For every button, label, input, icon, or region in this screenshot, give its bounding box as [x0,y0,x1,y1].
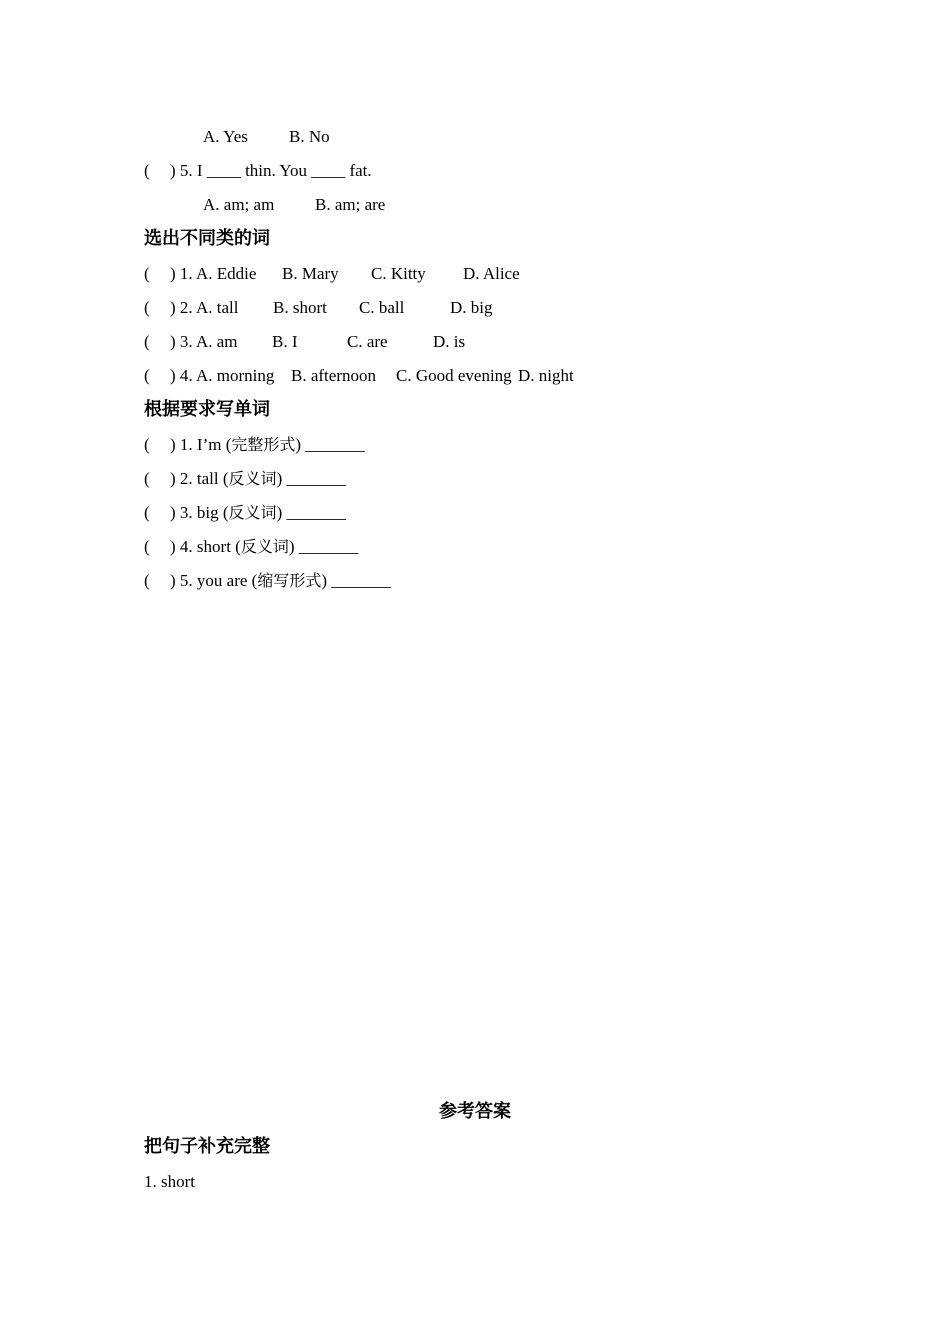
answer-paren: ( [144,503,150,522]
item-text [170,503,346,523]
option-b: B. short [273,298,327,317]
option-c: C. Kitty [371,264,426,283]
answer-paren: ( [144,161,150,180]
item-blank: ) _______ [276,469,346,488]
option-d: D. is [433,332,466,351]
item-prefix: ) 3. big ( [170,503,229,522]
answer-paren: ( [144,469,150,488]
section-title-odd-word: 选出不同类的词 [144,228,270,249]
item-blank: ) _______ [295,435,365,454]
question-text: ) 5. I ____ thin. You ____ fat. [170,161,372,180]
option-a: ) 1. A. Eddie [170,264,257,283]
item-prefix: ) 1. I’m ( [170,435,232,454]
option-c: C. are [347,332,388,351]
item-prefix: ) 2. tall ( [170,469,229,488]
option-d: D. big [450,298,493,317]
option-b: B. I [272,332,298,351]
item-text [170,435,365,455]
item-text [170,537,358,557]
section-title-write-words: 根据要求写单词 [144,399,270,420]
option-b: B. afternoon [291,366,376,385]
option-d: D. Alice [463,264,520,283]
item-hint: 反义词 [240,537,289,556]
answers-title: 参考答案 [439,1101,511,1122]
item-text [170,469,346,489]
answer-paren: ( [144,332,150,351]
item-text [170,571,391,591]
answer-paren: ( [144,435,150,454]
option-b: B. Mary [282,264,339,283]
option-a: ) 2. A. tall [170,298,239,317]
answer-paren: ( [144,571,150,590]
option-d: D. night [518,366,574,385]
option-a: A. Yes [203,127,248,146]
option-a: ) 3. A. am [170,332,238,351]
answer-paren: ( [144,366,150,385]
answer-paren: ( [144,264,150,283]
answers-section-title: 把句子补充完整 [144,1136,270,1157]
item-hint: 缩写形式 [257,571,322,590]
item-hint: 反义词 [228,503,277,522]
option-c: C. Good evening [396,366,512,385]
item-prefix: ) 4. short ( [170,537,241,556]
option-c: C. ball [359,298,405,317]
item-hint: 完整形式 [231,435,296,454]
option-a: ) 4. A. morning [170,366,275,385]
answer-item: 1. short [144,1172,195,1191]
option-b: B. No [289,127,330,146]
item-blank: ) _______ [276,503,346,522]
item-prefix: ) 5. you are ( [170,571,258,590]
item-blank: ) _______ [321,571,391,590]
option-b: B. am; are [315,195,386,214]
item-hint: 反义词 [228,469,277,488]
item-blank: ) _______ [288,537,359,556]
option-a: A. am; am [203,195,275,214]
answer-paren: ( [144,537,150,556]
answer-paren: ( [144,298,150,317]
